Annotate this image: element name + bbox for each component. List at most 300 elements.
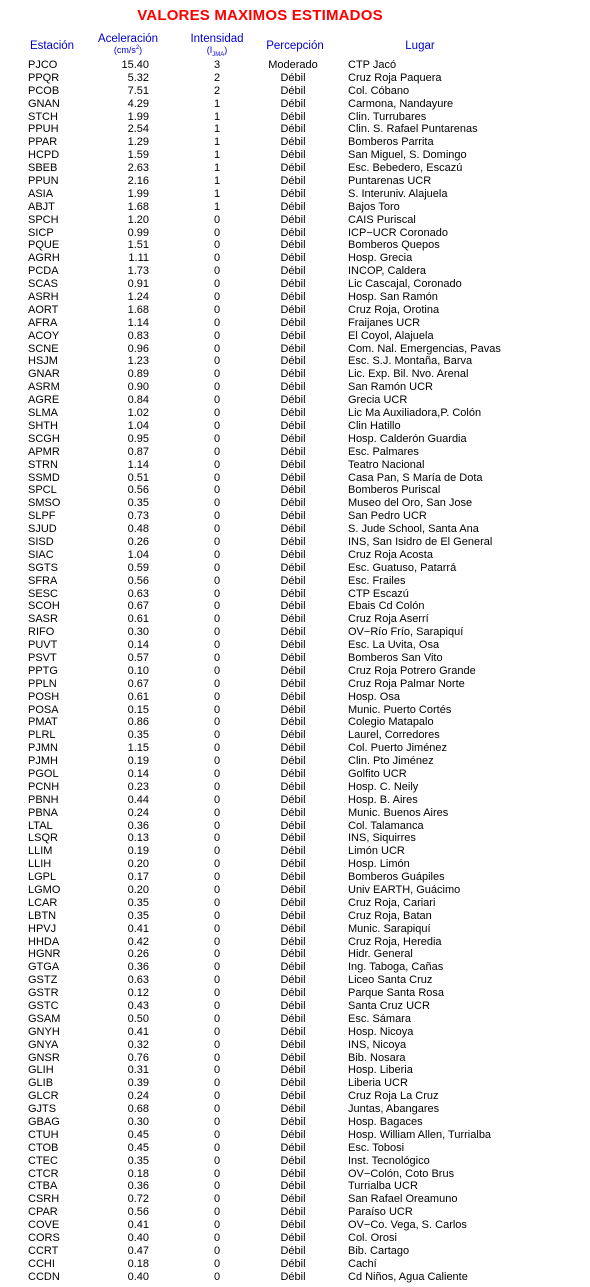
cell-lugar: Cruz Roja Acosta: [348, 548, 433, 561]
cell-aceleracion: 0.30: [127, 1116, 149, 1129]
table-row: [0, 1129, 590, 1142]
cell-percepcion: Débil: [280, 187, 306, 200]
table-row: [0, 136, 590, 149]
table-row: [0, 239, 590, 252]
cell-aceleracion: 0.24: [127, 806, 149, 819]
cell-estacion: SHTH: [28, 419, 58, 432]
cell-lugar: INS, Siquirres: [348, 832, 416, 845]
cell-percepcion: Débil: [280, 419, 306, 432]
cell-intensidad: 0: [213, 291, 221, 304]
cell-percepcion: Débil: [280, 884, 306, 896]
cell-intensidad: 0: [213, 935, 221, 948]
cell-lugar: OV−Colón, Coto Brus: [348, 1167, 455, 1180]
cell-aceleracion: 0.67: [127, 600, 149, 613]
cell-percepcion: Débil: [280, 226, 306, 239]
cell-estacion: ABJT: [28, 200, 55, 213]
cell-lugar: Hosp. Nicoya: [348, 1025, 414, 1038]
cell-aceleracion: 0.42: [127, 935, 149, 948]
cell-estacion: PJCO: [28, 59, 58, 71]
cell-intensidad: 0: [213, 1025, 221, 1038]
cell-lugar: OV−Co. Vega, S. Carlos: [348, 1219, 467, 1232]
cell-estacion: GSTR: [28, 987, 59, 1000]
cell-lugar: INS, San Isidro de El General: [348, 535, 493, 548]
cell-aceleracion: 0.61: [127, 613, 149, 626]
cell-estacion: CSRH: [28, 1193, 60, 1206]
cell-estacion: LGMO: [28, 884, 61, 896]
cell-lugar: Puntarenas UCR: [348, 175, 432, 188]
cell-intensidad: 0: [213, 407, 221, 420]
cell-aceleracion: 1.24: [127, 291, 149, 304]
cell-aceleracion: 0.59: [127, 561, 149, 574]
cell-intensidad: 0: [213, 871, 221, 884]
header-intensidad-label: Intensidad: [190, 33, 244, 45]
cell-intensidad: 0: [213, 1219, 221, 1232]
cell-lugar: Lic Cascajal, Coronado: [348, 278, 462, 291]
cell-percepcion: Débil: [280, 445, 306, 458]
cell-intensidad: 0: [213, 1141, 221, 1154]
cell-estacion: CCHI: [28, 1257, 55, 1270]
cell-lugar: CTP Escazú: [348, 587, 409, 600]
cell-intensidad: 0: [213, 806, 221, 819]
cell-lugar: Col. Talamanca: [348, 819, 424, 832]
cell-percepcion: Débil: [280, 355, 306, 368]
cell-lugar: Hidr. General: [348, 948, 413, 961]
cell-percepcion: Débil: [280, 1270, 306, 1283]
cell-aceleracion: 0.19: [127, 755, 149, 768]
cell-estacion: HGNR: [28, 948, 61, 961]
cell-estacion: GSAM: [28, 1012, 61, 1025]
table-row: [0, 175, 590, 188]
cell-intensidad: 0: [213, 342, 221, 355]
cell-intensidad: 0: [213, 600, 221, 613]
cell-estacion: STCH: [28, 110, 58, 123]
cell-intensidad: 3: [213, 59, 221, 71]
cell-aceleracion: 5.32: [127, 71, 149, 84]
cell-aceleracion: 1.04: [127, 419, 149, 432]
table-row: [0, 1142, 590, 1155]
cell-intensidad: 0: [213, 368, 221, 381]
cell-aceleracion: 1.02: [127, 407, 149, 420]
cell-intensidad: 0: [213, 1270, 221, 1283]
cell-intensidad: 2: [213, 71, 221, 84]
table-row: [0, 1052, 590, 1065]
cell-aceleracion: 1.11: [128, 252, 149, 265]
cell-aceleracion: 1.68: [127, 303, 149, 316]
cell-estacion: SESC: [28, 587, 58, 600]
cell-estacion: GLIB: [28, 1077, 54, 1090]
table-row: [0, 858, 590, 871]
cell-lugar: Munic. Sarapiquí: [348, 922, 431, 935]
cell-intensidad: 0: [213, 303, 221, 316]
cell-intensidad: 0: [213, 523, 221, 536]
cell-percepcion: Débil: [280, 458, 306, 471]
table-row: [0, 832, 590, 845]
cell-aceleracion: 0.13: [127, 832, 149, 845]
table-row: [0, 523, 590, 536]
cell-aceleracion: 1.99: [127, 110, 149, 123]
cell-aceleracion: 0.39: [127, 1077, 149, 1090]
cell-estacion: CTBA: [28, 1180, 58, 1193]
cell-estacion: HPVJ: [28, 922, 57, 935]
cell-aceleracion: 0.20: [127, 884, 149, 896]
cell-aceleracion: 1.68: [127, 200, 149, 213]
cell-lugar: Esc. Palmares: [348, 445, 419, 458]
cell-percepcion: Débil: [280, 1219, 306, 1232]
cell-lugar: Hosp. William Allen, Turrialba: [348, 1128, 492, 1141]
cell-lugar: Hosp. C. Neily: [348, 780, 419, 793]
cell-percepcion: Débil: [280, 1012, 306, 1025]
cell-percepcion: Débil: [280, 432, 306, 445]
cell-aceleracion: 1.59: [127, 149, 149, 162]
table-row: [0, 381, 590, 394]
cell-percepcion: Débil: [280, 1128, 306, 1141]
cell-estacion: SPCH: [28, 213, 59, 226]
table-row: [0, 845, 590, 858]
cell-aceleracion: 0.57: [127, 651, 149, 664]
cell-intensidad: 0: [213, 432, 221, 445]
cell-intensidad: 0: [213, 1000, 221, 1013]
table-row: [0, 1026, 590, 1039]
cell-percepcion: Débil: [280, 200, 306, 213]
cell-intensidad: 0: [213, 1012, 221, 1025]
table-row: [0, 562, 590, 575]
table-row: [0, 575, 590, 588]
cell-aceleracion: 0.56: [127, 1206, 149, 1219]
cell-percepcion: Débil: [280, 394, 306, 407]
cell-lugar: Esc. Guatuso, Patarrá: [348, 561, 457, 574]
cell-estacion: GJTS: [28, 1103, 57, 1116]
cell-lugar: Liceo Santa Cruz: [348, 974, 433, 987]
cell-estacion: HSJM: [28, 355, 58, 368]
cell-estacion: LLIM: [28, 845, 53, 858]
cell-intensidad: 1: [213, 136, 221, 149]
cell-lugar: Cruz Roja, Batan: [348, 909, 432, 922]
cell-intensidad: 0: [213, 845, 221, 858]
cell-percepcion: Débil: [280, 71, 306, 84]
cell-aceleracion: 0.14: [127, 639, 149, 652]
cell-percepcion: Débil: [280, 97, 306, 110]
table-row: [0, 433, 590, 446]
cell-estacion: SLPF: [28, 510, 56, 523]
cell-percepcion: Débil: [280, 948, 306, 961]
cell-lugar: Casa Pan, S María de Dota: [348, 471, 483, 484]
table-row: [0, 1064, 590, 1077]
table-row: [0, 678, 590, 691]
table-row: [0, 252, 590, 265]
cell-estacion: CORS: [28, 1232, 60, 1245]
cell-lugar: Ebais Cd Colón: [348, 600, 425, 613]
cell-percepcion: Débil: [280, 780, 306, 793]
cell-intensidad: 0: [213, 561, 221, 574]
table-row: [0, 549, 590, 562]
cell-intensidad: 0: [213, 832, 221, 845]
table-row: [0, 742, 590, 755]
cell-percepcion: Débil: [280, 987, 306, 1000]
cell-intensidad: 0: [213, 1232, 221, 1245]
cell-percepcion: Débil: [280, 278, 306, 291]
cell-lugar: Lic Ma Auxiliadora,P. Colón: [348, 407, 482, 420]
cell-estacion: GNAR: [28, 368, 60, 381]
cell-aceleracion: 0.40: [127, 1232, 149, 1245]
cell-intensidad: 0: [213, 226, 221, 239]
table-row: [0, 588, 590, 601]
cell-lugar: Grecia UCR: [348, 394, 408, 407]
cell-intensidad: 0: [213, 252, 221, 265]
cell-percepcion: Débil: [280, 703, 306, 716]
table-row: [0, 201, 590, 214]
cell-percepcion: Débil: [280, 162, 306, 175]
cell-intensidad: 0: [213, 1116, 221, 1129]
cell-lugar: Col. Puerto Jiménez: [348, 742, 448, 755]
cell-percepcion: Débil: [280, 1257, 306, 1270]
cell-intensidad: 0: [213, 329, 221, 342]
cell-lugar: Limón UCR: [348, 845, 405, 858]
cell-aceleracion: 0.40: [127, 1270, 149, 1283]
cell-estacion: SBEB: [28, 162, 58, 175]
cell-lugar: Cruz Roja Palmar Norte: [348, 677, 465, 690]
cell-lugar: Turrialba UCR: [348, 1180, 418, 1193]
table-row: [0, 1103, 590, 1116]
cell-intensidad: 1: [213, 162, 221, 175]
cell-estacion: AORT: [28, 303, 59, 316]
cell-intensidad: 0: [213, 703, 221, 716]
cell-lugar: OV−Río Frío, Sarapiquí: [348, 626, 464, 639]
cell-estacion: ASRH: [28, 291, 59, 304]
cell-lugar: Fraijanes UCR: [348, 316, 421, 329]
cell-percepcion: Débil: [280, 1025, 306, 1038]
cell-estacion: PCNH: [28, 780, 60, 793]
cell-percepcion: Débil: [280, 755, 306, 768]
cell-lugar: Inst. Tecnológico: [348, 1154, 430, 1167]
cell-percepcion: Débil: [280, 1103, 306, 1116]
cell-lugar: Hosp. Liberia: [348, 1064, 413, 1077]
table-row: [0, 884, 590, 897]
header-aceleracion-label: Aceleración: [97, 33, 159, 45]
cell-intensidad: 0: [213, 458, 221, 471]
cell-lugar: Esc. Sámara: [348, 1012, 411, 1025]
cell-lugar: Munic. Buenos Aires: [348, 806, 449, 819]
cell-intensidad: 0: [213, 471, 221, 484]
cell-lugar: San Rafael Oreamuno: [348, 1193, 458, 1206]
table-row: [0, 691, 590, 704]
cell-aceleracion: 0.35: [127, 1154, 149, 1167]
cell-lugar: Cruz Roja, Orotina: [348, 303, 440, 316]
cell-lugar: Colegio Matapalo: [348, 716, 434, 729]
cell-intensidad: 0: [213, 316, 221, 329]
cell-percepcion: Débil: [280, 1167, 306, 1180]
table-row: [0, 330, 590, 343]
cell-lugar: Bib. Nosara: [348, 1051, 406, 1064]
cell-intensidad: 0: [213, 419, 221, 432]
table-row: [0, 1206, 590, 1219]
cell-lugar: Esc. S.J. Montaña, Barva: [348, 355, 473, 368]
cell-estacion: GTGA: [28, 961, 60, 974]
cell-intensidad: 0: [213, 884, 221, 896]
cell-lugar: Liberia UCR: [348, 1077, 408, 1090]
cell-lugar: Laurel, Corredores: [348, 729, 440, 742]
table-row: [0, 1013, 590, 1026]
table-row: [0, 304, 590, 317]
cell-percepcion: Débil: [280, 213, 306, 226]
table-row: [0, 123, 590, 136]
cell-intensidad: 0: [213, 780, 221, 793]
cell-lugar: Clin. S. Rafael Puntarenas: [348, 123, 478, 136]
cell-percepcion: Débil: [280, 1180, 306, 1193]
cell-aceleracion: 1.14: [127, 316, 149, 329]
cell-percepcion: Débil: [280, 1077, 306, 1090]
cell-percepcion: Débil: [280, 677, 306, 690]
cell-estacion: GLIH: [28, 1064, 54, 1077]
cell-lugar: Bomberos Guápiles: [348, 871, 445, 884]
cell-percepcion: Débil: [280, 871, 306, 884]
cell-aceleracion: 0.47: [127, 1244, 149, 1257]
table-row: [0, 111, 590, 124]
cell-aceleracion: 0.15: [127, 703, 149, 716]
cell-lugar: Juntas, Abangares: [348, 1103, 440, 1116]
cell-aceleracion: 0.84: [127, 394, 149, 407]
cell-lugar: Teatro Nacional: [348, 458, 425, 471]
cell-aceleracion: 0.56: [127, 574, 149, 587]
cell-percepcion: Débil: [280, 742, 306, 755]
cell-estacion: CTOB: [28, 1141, 59, 1154]
cell-estacion: SICP: [28, 226, 54, 239]
cell-estacion: CCRT: [28, 1244, 59, 1257]
table-row: [0, 897, 590, 910]
table-row: [0, 626, 590, 639]
cell-aceleracion: 1.15: [127, 742, 149, 755]
cell-percepcion: Débil: [280, 484, 306, 497]
cell-estacion: GNYA: [28, 1038, 59, 1051]
cell-aceleracion: 0.63: [127, 974, 149, 987]
cell-estacion: PQUE: [28, 239, 60, 252]
cell-estacion: SSMD: [28, 471, 60, 484]
cell-lugar: Cruz Roja La Cruz: [348, 1090, 439, 1103]
cell-estacion: PGOL: [28, 767, 59, 780]
cell-intensidad: 1: [213, 110, 221, 123]
cell-lugar: Hosp. Calderón Guardia: [348, 432, 467, 445]
cell-estacion: AFRA: [28, 316, 58, 329]
cell-estacion: CTEC: [28, 1154, 58, 1167]
table-row: [0, 472, 590, 485]
cell-percepcion: Débil: [280, 1244, 306, 1257]
table-row: [0, 227, 590, 240]
cell-intensidad: 0: [213, 574, 221, 587]
table-row: [0, 85, 590, 98]
cell-intensidad: 0: [213, 793, 221, 806]
cell-estacion: SMSO: [28, 497, 61, 510]
cell-percepcion: Débil: [280, 1206, 306, 1219]
cell-percepcion: Débil: [280, 510, 306, 523]
cell-lugar: Cruz Roja Aserrí: [348, 613, 429, 626]
cell-lugar: INCOP, Caldera: [348, 265, 427, 278]
cell-percepcion: Débil: [280, 922, 306, 935]
cell-percepcion: Débil: [280, 806, 306, 819]
cell-aceleracion: 0.36: [127, 819, 149, 832]
cell-aceleracion: 0.45: [127, 1141, 149, 1154]
cell-aceleracion: 0.89: [127, 368, 149, 381]
cell-percepcion: Débil: [280, 961, 306, 974]
cell-percepcion: Débil: [280, 342, 306, 355]
cell-lugar: Esc. La Uvita, Osa: [348, 639, 440, 652]
cell-estacion: PPAR: [28, 136, 58, 149]
cell-intensidad: 0: [213, 213, 221, 226]
cell-estacion: LLIH: [28, 858, 52, 871]
table-row: [0, 781, 590, 794]
cell-aceleracion: 0.61: [127, 690, 149, 703]
cell-estacion: APMR: [28, 445, 60, 458]
cell-intensidad: 0: [213, 587, 221, 600]
cell-lugar: Hosp. Osa: [348, 690, 400, 703]
table-row: [0, 1039, 590, 1052]
table-row: [0, 368, 590, 381]
cell-estacion: PJMN: [28, 742, 58, 755]
cell-lugar: Col. Orosi: [348, 1232, 397, 1245]
cell-percepcion: Débil: [280, 1051, 306, 1064]
cell-percepcion: Débil: [280, 651, 306, 664]
table-row: [0, 1245, 590, 1258]
cell-percepcion: Débil: [280, 368, 306, 381]
cell-aceleracion: 0.90: [127, 381, 149, 394]
cell-aceleracion: 0.30: [127, 626, 149, 639]
cell-estacion: AGRE: [28, 394, 60, 407]
cell-aceleracion: 1.73: [127, 265, 149, 278]
cell-estacion: ACOY: [28, 329, 60, 342]
cell-estacion: SCAS: [28, 278, 58, 291]
cell-lugar: CAIS Puriscal: [348, 213, 416, 226]
cell-intensidad: 0: [213, 909, 221, 922]
cell-aceleracion: 0.31: [127, 1064, 149, 1077]
cell-percepcion: Débil: [280, 329, 306, 342]
cell-percepcion: Débil: [280, 896, 306, 909]
cell-intensidad: 0: [213, 974, 221, 987]
cell-aceleracion: 0.96: [127, 342, 149, 355]
cell-estacion: SJUD: [28, 523, 57, 536]
cell-aceleracion: 0.41: [127, 1219, 149, 1232]
cell-aceleracion: 0.73: [127, 510, 149, 523]
cell-estacion: PPQR: [28, 71, 60, 84]
cell-aceleracion: 0.35: [127, 497, 149, 510]
cell-lugar: Paraíso UCR: [348, 1206, 413, 1219]
cell-estacion: PBNH: [28, 793, 59, 806]
cell-lugar: Cruz Roja Potrero Grande: [348, 664, 476, 677]
cell-estacion: PMAT: [28, 716, 58, 729]
cell-lugar: Esc. Bebedero, Escazú: [348, 162, 463, 175]
table-row: [0, 407, 590, 420]
cell-percepcion: Débil: [280, 600, 306, 613]
cell-intensidad: 0: [213, 948, 221, 961]
cell-lugar: Cruz Roja, Heredia: [348, 935, 442, 948]
cell-intensidad: 0: [213, 1206, 221, 1219]
cell-lugar: Hosp. San Ramón: [348, 291, 438, 304]
cell-estacion: SGTS: [28, 561, 58, 574]
cell-aceleracion: 0.67: [127, 677, 149, 690]
table-row: [0, 459, 590, 472]
table-row: [0, 1193, 590, 1206]
cell-percepcion: Débil: [280, 316, 306, 329]
cell-intensidad: 0: [213, 548, 221, 561]
cell-estacion: PJMH: [28, 755, 58, 768]
table-row: [0, 265, 590, 278]
cell-intensidad: 0: [213, 690, 221, 703]
cell-intensidad: 2: [213, 84, 221, 97]
cell-intensidad: 0: [213, 1064, 221, 1077]
cell-aceleracion: 0.45: [127, 1128, 149, 1141]
cell-percepcion: Débil: [280, 613, 306, 626]
cell-estacion: GBAG: [28, 1116, 60, 1129]
cell-intensidad: 0: [213, 639, 221, 652]
cell-intensidad: 0: [213, 1257, 221, 1270]
table-row: [0, 1258, 590, 1271]
